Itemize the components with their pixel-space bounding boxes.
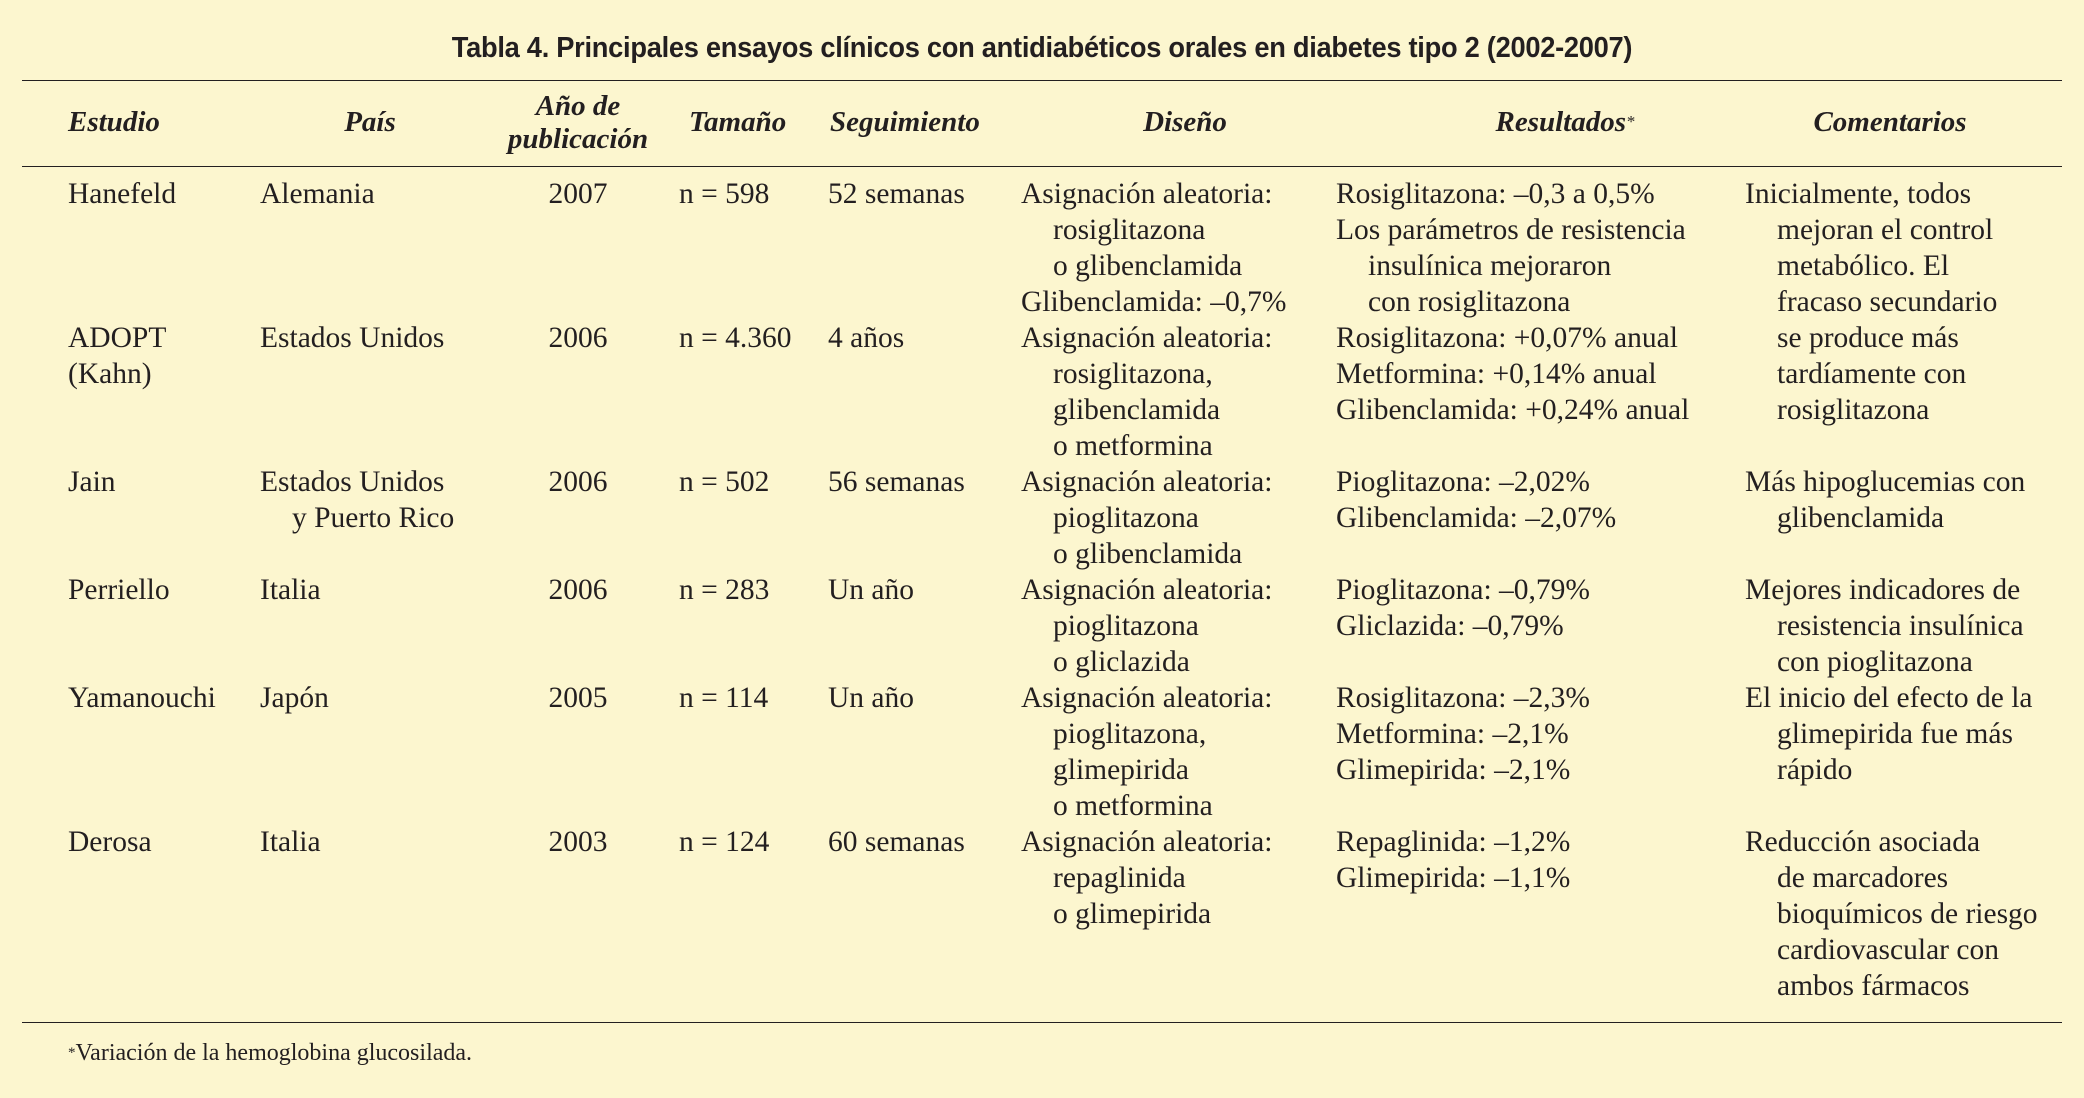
cell-seguimiento: 60 semanas xyxy=(828,826,965,858)
cell-comentarios xyxy=(1745,464,2025,536)
cell-resultados xyxy=(1336,572,1590,644)
resultados-line: Glibenclamida: –2,07% xyxy=(1336,502,1617,534)
estudio-line: Derosa xyxy=(68,826,152,858)
pais-line: y Puerto Rico xyxy=(292,502,455,534)
cell-tamano: n = 4.360 xyxy=(679,322,792,354)
cell-pais xyxy=(260,464,454,536)
comentarios-line: mejoran el control xyxy=(1777,214,1994,246)
diseno-line: o glibenclamida xyxy=(1053,538,1243,570)
cell-pais xyxy=(260,176,375,212)
diseno-line: o metformina xyxy=(1053,790,1213,822)
diseno-line: Asignación aleatoria: xyxy=(1021,178,1273,210)
comentarios-line: tardíamente con xyxy=(1777,358,1967,390)
header-resultados xyxy=(1440,106,1690,142)
comentarios-line: de marcadores xyxy=(1777,862,1949,894)
diseno-line: o glibenclamida xyxy=(1053,250,1243,282)
header-diseno: Diseño xyxy=(1143,106,1227,138)
diseno-line: o glimepirida xyxy=(1053,898,1212,930)
footnote-mark: * xyxy=(68,1045,76,1061)
header-anio-line1: Año de xyxy=(535,90,621,122)
cell-comentarios xyxy=(1745,572,2024,680)
resultados-line: Gliclazida: –0,79% xyxy=(1336,610,1564,642)
cell-resultados xyxy=(1336,176,1686,320)
table-title: Tabla 4. Principales ensayos clínicos con antidiabéticos orales en diabetes tipo 2 (2002-2007) xyxy=(451,32,1633,64)
cell-anio: 2006 xyxy=(548,466,608,498)
header-anio-line2: publicación xyxy=(507,123,649,155)
resultados-line: con rosiglitazona xyxy=(1368,286,1571,318)
diseno-line: Asignación aleatoria: xyxy=(1021,466,1273,498)
comentarios-line: glibenclamida xyxy=(1777,502,1945,534)
diseno-line: rosiglitazona, xyxy=(1053,358,1213,390)
cell-resultados xyxy=(1336,464,1616,536)
cell-anio: 2006 xyxy=(548,574,608,606)
estudio-line: (Kahn) xyxy=(68,358,152,390)
resultados-line: Glimepirida: –1,1% xyxy=(1336,862,1571,894)
cell-diseno xyxy=(1021,572,1272,680)
comentarios-line: rosiglitazona xyxy=(1777,394,1930,426)
cell-pais xyxy=(260,320,444,356)
header-anio xyxy=(488,90,668,156)
resultados-line: Glimepirida: –2,1% xyxy=(1336,754,1571,786)
cell-estudio xyxy=(68,464,116,500)
header-estudio: Estudio xyxy=(68,106,160,138)
comentarios-line: cardiovascular con xyxy=(1777,934,1999,966)
resultados-line: Rosiglitazona: –0,3 a 0,5% xyxy=(1336,178,1655,210)
cell-resultados xyxy=(1336,320,1689,428)
diseno-line: Asignación aleatoria: xyxy=(1021,826,1273,858)
resultados-line: Rosiglitazona: +0,07% anual xyxy=(1336,322,1678,354)
cell-pais xyxy=(260,680,329,716)
resultados-line: Metformina: –2,1% xyxy=(1336,718,1569,750)
footnote-text: Variación de la hemoglobina glucosilada. xyxy=(75,1040,473,1066)
diseno-line: glimepirida xyxy=(1053,754,1189,786)
comentarios-line: con pioglitazona xyxy=(1777,646,1973,678)
estudio-line: ADOPT xyxy=(68,322,167,354)
diseno-line: Asignación aleatoria: xyxy=(1021,682,1273,714)
cell-tamano: n = 124 xyxy=(679,826,770,858)
cell-comentarios xyxy=(1745,176,1997,428)
header-pais: País xyxy=(344,106,396,138)
top-rule xyxy=(22,80,2062,81)
diseno-line: pioglitazona xyxy=(1053,502,1199,534)
estudio-line: Jain xyxy=(68,466,116,498)
diseno-line: repaglinida xyxy=(1053,862,1186,894)
cell-seguimiento: 56 semanas xyxy=(828,466,965,498)
resultados-line: Pioglitazona: –2,02% xyxy=(1336,466,1590,498)
diseno-line: glibenclamida xyxy=(1053,394,1221,426)
diseno-line: o gliclazida xyxy=(1053,646,1190,678)
comentarios-line: bioquímicos de riesgo xyxy=(1777,898,2038,930)
estudio-line: Yamanouchi xyxy=(68,682,216,714)
header-resultados-mark: * xyxy=(1626,112,1635,131)
diseno-line: pioglitazona, xyxy=(1053,718,1207,750)
cell-anio: 2003 xyxy=(548,826,608,858)
cell-resultados xyxy=(1336,680,1590,788)
pais-line: Alemania xyxy=(260,178,375,210)
diseno-line: Asignación aleatoria: xyxy=(1021,574,1273,606)
diseno-line: Glibenclamida: –0,7% xyxy=(1021,286,1287,318)
cell-tamano: n = 114 xyxy=(679,682,769,714)
comentarios-line: metabólico. El xyxy=(1777,250,1950,282)
pais-line: Italia xyxy=(260,826,321,858)
estudio-line: Hanefeld xyxy=(68,178,177,210)
footnote xyxy=(68,1040,472,1067)
cell-comentarios xyxy=(1745,680,2033,788)
resultados-line: Metformina: +0,14% anual xyxy=(1336,358,1657,390)
header-comentarios: Comentarios xyxy=(1813,106,1967,138)
cell-resultados xyxy=(1336,824,1570,896)
cell-comentarios xyxy=(1745,824,2038,1004)
cell-seguimiento: 52 semanas xyxy=(828,178,965,210)
comentarios-line: rápido xyxy=(1777,754,1853,786)
cell-seguimiento: 4 años xyxy=(828,322,905,354)
comentarios-line: Reducción asociada xyxy=(1745,826,1981,858)
cell-tamano: n = 598 xyxy=(679,178,770,210)
cell-pais xyxy=(260,572,321,608)
diseno-line: pioglitazona xyxy=(1053,610,1199,642)
cell-anio: 2005 xyxy=(548,682,608,714)
cell-diseno xyxy=(1021,680,1272,824)
resultados-line: Los parámetros de resistencia xyxy=(1336,214,1686,246)
cell-estudio xyxy=(68,572,170,608)
comentarios-line: glimepirida fue más xyxy=(1777,718,2013,750)
cell-diseno xyxy=(1021,320,1272,464)
diseno-line: o metformina xyxy=(1053,430,1213,462)
comentarios-line: El inicio del efecto de la xyxy=(1745,682,2033,714)
diseno-line: rosiglitazona xyxy=(1053,214,1206,246)
comentarios-line: resistencia insulínica xyxy=(1777,610,2024,642)
comentarios-line: se produce más xyxy=(1777,322,1959,354)
resultados-line: Rosiglitazona: –2,3% xyxy=(1336,682,1590,714)
pais-line: Italia xyxy=(260,574,321,606)
cell-estudio xyxy=(68,680,216,716)
cell-pais xyxy=(260,824,321,860)
bottom-rule xyxy=(22,1022,2062,1023)
cell-anio: 2007 xyxy=(548,178,608,210)
cell-seguimiento: Un año xyxy=(828,574,915,606)
cell-estudio xyxy=(68,176,176,212)
comentarios-line: Mejores indicadores de xyxy=(1745,574,2021,606)
pais-line: Estados Unidos xyxy=(260,466,445,498)
resultados-line: Repaglinida: –1,2% xyxy=(1336,826,1571,858)
pais-line: Japón xyxy=(260,682,329,714)
cell-diseno xyxy=(1021,464,1272,572)
resultados-line: insulínica mejoraron xyxy=(1368,250,1612,282)
comentarios-line: fracaso secundario xyxy=(1777,286,1998,318)
comentarios-line: Más hipoglucemias con xyxy=(1745,466,2026,498)
comentarios-line: Inicialmente, todos xyxy=(1745,178,1972,210)
estudio-line: Perriello xyxy=(68,574,170,606)
pais-line: Estados Unidos xyxy=(260,322,445,354)
cell-anio: 2006 xyxy=(548,322,608,354)
cell-tamano: n = 502 xyxy=(679,466,770,498)
cell-tamano: n = 283 xyxy=(679,574,770,606)
diseno-line: Asignación aleatoria: xyxy=(1021,322,1273,354)
resultados-line: Pioglitazona: –0,79% xyxy=(1336,574,1590,606)
cell-estudio xyxy=(68,320,166,392)
header-resultados-label: Resultados xyxy=(1495,106,1627,138)
resultados-line: Glibenclamida: +0,24% anual xyxy=(1336,394,1690,426)
cell-estudio xyxy=(68,824,152,860)
header-tamano: Tamaño xyxy=(689,106,787,138)
comentarios-line: ambos fármacos xyxy=(1777,970,1970,1002)
header-seguimiento: Seguimiento xyxy=(830,106,980,138)
header-rule xyxy=(22,166,2062,167)
cell-diseno xyxy=(1021,176,1286,320)
cell-diseno xyxy=(1021,824,1272,932)
cell-seguimiento: Un año xyxy=(828,682,915,714)
